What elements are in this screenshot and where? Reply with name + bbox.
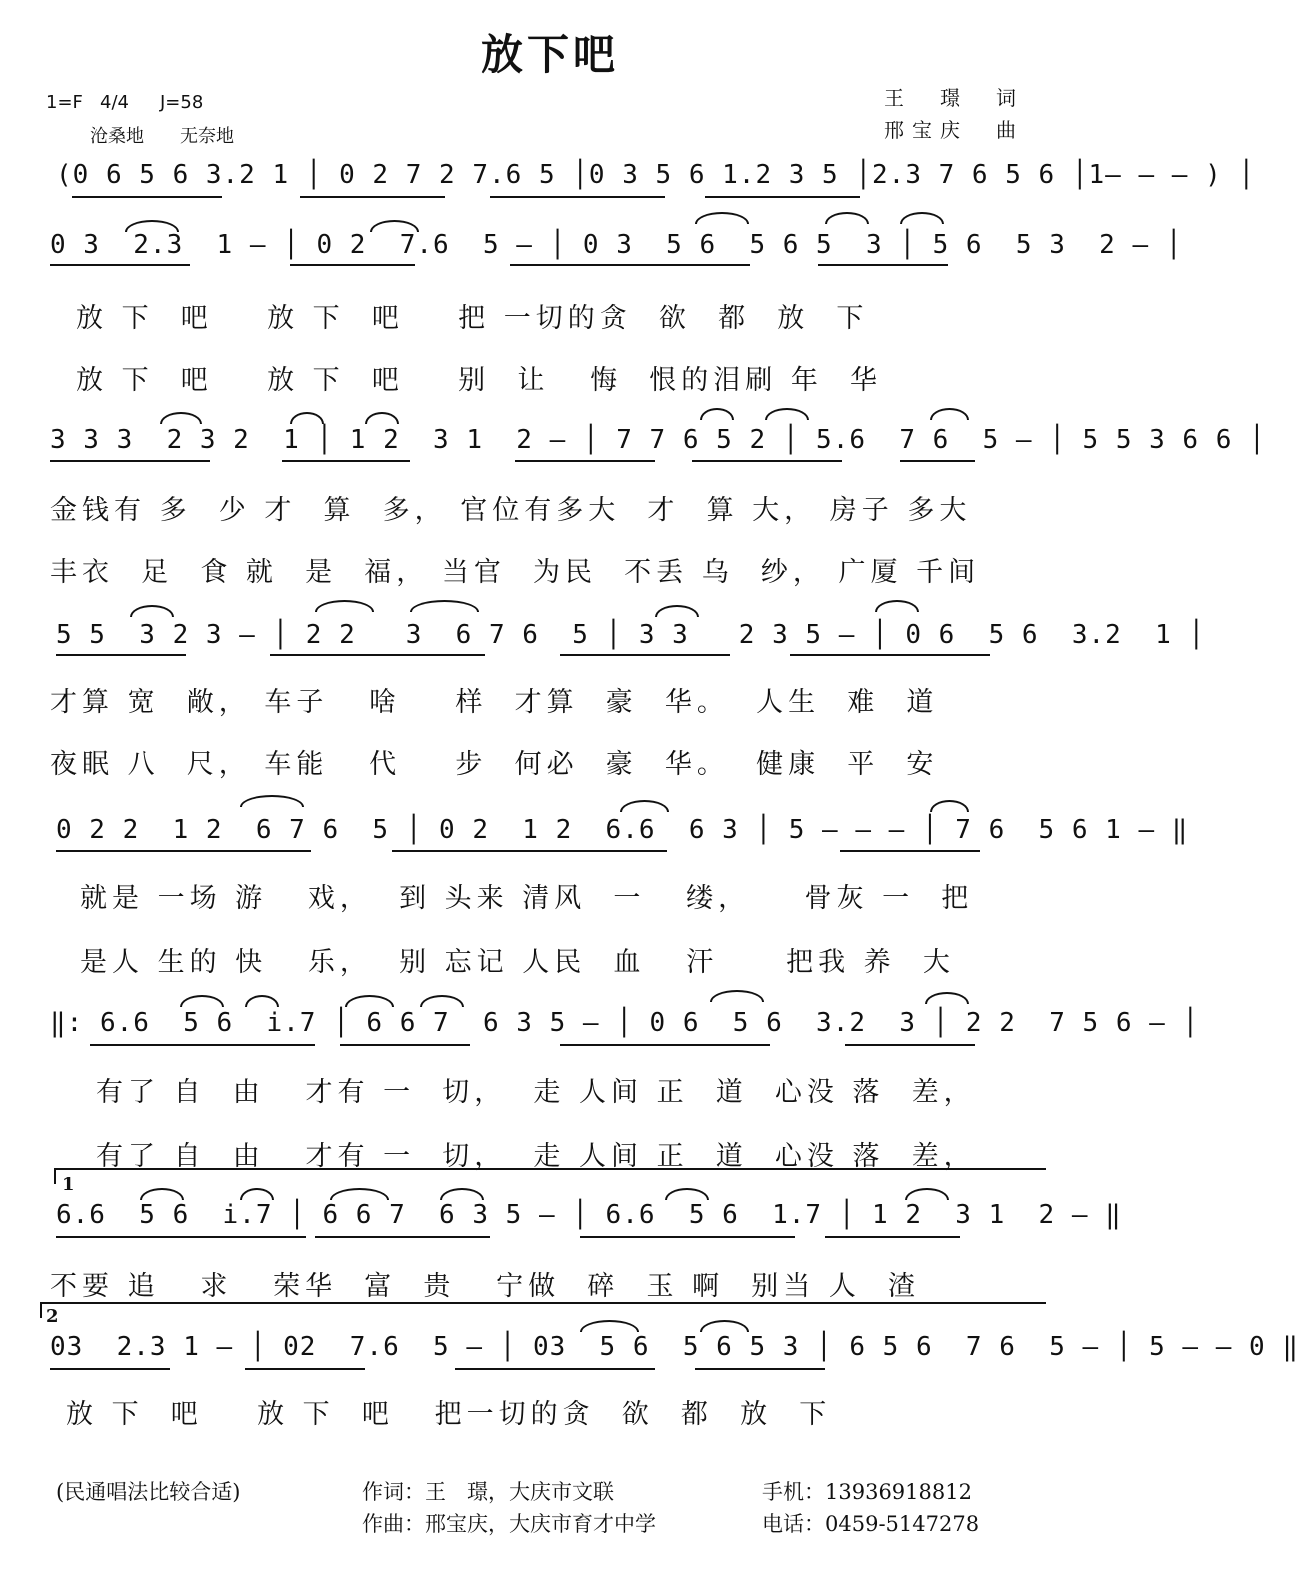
- lyric-verse-1: 有了 自 由 才有 一 切， 走 人间 正 道 心没 落 差，: [96, 1077, 976, 1108]
- lyric-verse-2: 是人 生的 快 乐， 别 忘记 人民 血 汗 把我 养 大: [80, 947, 955, 978]
- performance-note: (民通唱法比较合适): [56, 1480, 241, 1504]
- lyric-verse-2: 夜眠 八 尺， 车能 代 步 何必 豪 华。 健康 平 安: [50, 749, 939, 780]
- beam: [282, 460, 410, 462]
- volta-bracket-1: [54, 1168, 1046, 1184]
- tempo-marking: J=58: [160, 92, 204, 113]
- slur: [710, 990, 764, 1002]
- notation-line: 0 3 2.3 1 — │ 0 2 7.6 5 — │ 0 3 5 6 5 6 5 3 │ 5 6 5 3 2 — │: [50, 230, 1183, 260]
- slur: [245, 995, 279, 1007]
- lyric-verse-1: 放 下 吧 放 下 吧 把 一切的贪 欲 都 放 下: [76, 303, 869, 334]
- notation-line: 6.6 5 6 i.7 │ 6 6 7 6 3 5 — │ 6.6 5 6 1.7 │ 1 2 3 1 2 — ‖: [56, 1200, 1122, 1230]
- slur: [620, 800, 669, 812]
- beam: [315, 1236, 490, 1238]
- beam: [290, 264, 415, 266]
- lyric-verse-1: 不要 追 求 荣华 富 贵 宁做 碎 玉 啊 别当 人 渣: [50, 1271, 920, 1302]
- slur: [370, 220, 419, 232]
- beam: [695, 1368, 825, 1370]
- beam: [300, 196, 445, 198]
- slur: [695, 212, 749, 224]
- slur: [365, 412, 399, 424]
- notation-line: (0 6 5 6 3.2 1 │ 0 2 7 2 7.6 5 │0 3 5 6 1.2 3 5 │2.3 7 6 5 6 │1— — — ) │: [56, 160, 1256, 190]
- beam: [50, 460, 210, 462]
- slur: [900, 212, 944, 224]
- time-signature: 4/4: [100, 92, 129, 113]
- slur: [330, 1188, 389, 1200]
- slur: [160, 412, 202, 424]
- volta-bracket-2: [40, 1302, 1046, 1318]
- beam: [510, 264, 750, 266]
- notation-line: 0 2 2 1 2 6 7 6 5 │ 0 2 1 2 6.6 6 3 │ 5 — — — │ 7 6 5 6 1 — ‖: [56, 815, 1189, 845]
- composer-contact: 作曲：邢宝庆，大庆市育才中学: [362, 1512, 656, 1536]
- notation-line: 3 3 3 2 3 2 1 │ 1 2 3 1 2 — │ 7 7 6 5 2 │ 5.6 7 6 5 — │ 5 5 3 6 6 │: [50, 425, 1266, 455]
- beam: [825, 1236, 960, 1238]
- volta-number-2: 2: [46, 1306, 59, 1327]
- notation-line: 03 2.3 1 — │ 02 7.6 5 — │ 03 5 6 5 6 5 3 │ 6 5 6 7 6 5 — │ 5 — — 0 ‖: [50, 1332, 1299, 1362]
- beam: [705, 196, 860, 198]
- slur: [130, 605, 174, 617]
- slur: [700, 408, 734, 420]
- slur: [905, 1188, 949, 1200]
- slur: [925, 992, 969, 1004]
- beam: [790, 654, 990, 656]
- beam: [560, 654, 730, 656]
- slur: [240, 1188, 274, 1200]
- slur: [125, 220, 179, 232]
- beam: [245, 1368, 365, 1370]
- beam: [490, 196, 665, 198]
- lyric-verse-2: 放 下 吧 放 下 吧 别 让 悔 恨的泪刷 年 华: [76, 365, 882, 396]
- lyric-verse-1: 就是 一场 游 戏， 到 头来 清风 一 缕， 骨灰 一 把: [80, 883, 974, 914]
- beam: [56, 850, 311, 852]
- slur: [655, 605, 699, 617]
- beam: [72, 196, 222, 198]
- mobile-number: 手机：13936918812: [762, 1480, 972, 1504]
- slur: [410, 600, 479, 612]
- beam: [840, 850, 980, 852]
- lyricist-contact: 作词：王 璟，大庆市文联: [362, 1480, 614, 1504]
- slur: [180, 995, 224, 1007]
- slur: [240, 795, 304, 807]
- beam: [580, 1236, 795, 1238]
- beam: [818, 264, 948, 266]
- slur: [440, 1188, 484, 1200]
- lyric-verse-1: 金钱有 多 少 才 算 多， 官位有多大 才 算 大， 房子 多大: [50, 495, 972, 526]
- slur: [930, 408, 969, 420]
- slur: [420, 995, 464, 1007]
- beam: [900, 460, 975, 462]
- slur: [665, 1188, 709, 1200]
- key-signature: 1=F: [46, 92, 83, 113]
- beam: [560, 1044, 770, 1046]
- slur: [345, 995, 394, 1007]
- beam: [56, 1236, 306, 1238]
- slur: [580, 1320, 639, 1332]
- beam: [270, 654, 485, 656]
- lyric-verse-1: 放 下 吧 放 下 吧 把一切的贪 欲 都 放 下: [66, 1399, 832, 1430]
- slur: [930, 800, 969, 812]
- slur: [140, 1188, 184, 1200]
- slur: [315, 600, 374, 612]
- phone-number: 电话：0459-5147278: [762, 1512, 980, 1536]
- slur: [825, 212, 869, 224]
- notation-line: 5 5 3 2 3 — │ 2 2 3 6 7 6 5 │ 3 3 2 3 5 — │ 0 6 5 6 3.2 1 │: [56, 620, 1206, 650]
- beam: [56, 654, 186, 656]
- beam: [90, 1044, 315, 1046]
- expression-marking: 沧桑地 无奈地: [90, 126, 234, 147]
- slur: [290, 412, 324, 424]
- volta-number-1: 1: [62, 1174, 75, 1195]
- lyric-verse-2: 丰衣 足 食 就 是 福， 当官 为民 不丢 乌 纱， 广厦 千间: [50, 557, 981, 588]
- lyricist-credit: 王 璟 词: [884, 86, 1024, 110]
- slur: [765, 408, 809, 420]
- beam: [340, 1044, 470, 1046]
- beam: [392, 850, 667, 852]
- lyric-verse-2: 有了 自 由 才有 一 切， 走 人间 正 道 心没 落 差，: [96, 1141, 976, 1172]
- composer-credit: 邢宝庆 曲: [884, 118, 1024, 142]
- beam: [692, 460, 842, 462]
- beam: [455, 1368, 655, 1370]
- beam: [50, 1368, 170, 1370]
- beam: [845, 1044, 975, 1046]
- song-title: 放下吧: [480, 30, 619, 79]
- beam: [515, 460, 655, 462]
- lyric-verse-1: 才算 宽 敞， 车子 啥 样 才算 豪 华。 人生 难 道: [50, 687, 939, 718]
- slur: [700, 1320, 749, 1332]
- notation-line: ‖: 6.6 5 6 i.7 │ 6 6 7 6 3 5 — │ 0 6 5 6 3.2 3 │ 2 2 7 5 6 — │: [50, 1008, 1200, 1038]
- slur: [875, 600, 919, 612]
- beam: [50, 264, 190, 266]
